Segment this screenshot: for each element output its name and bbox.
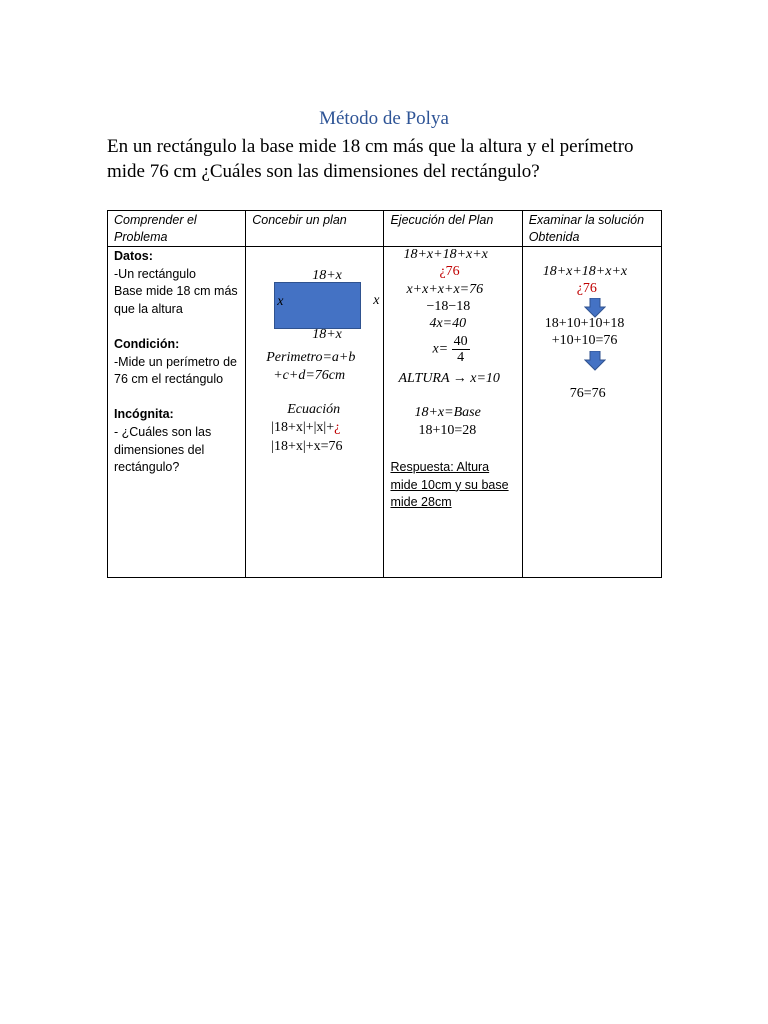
- ejec-line-5: 4x=40: [429, 316, 467, 331]
- perimetro-formula-2: +c+d=76cm: [273, 368, 346, 383]
- rect-top-label: 18+x: [312, 268, 342, 283]
- rect-left-label: x: [277, 294, 284, 309]
- ejec-line-2: ¿76: [439, 264, 460, 279]
- ejec-line-1: 18+x+18+x+x: [403, 247, 488, 262]
- exam-line-2: ¿76: [576, 281, 597, 296]
- exam-line-1: 18+x+18+x+x: [542, 264, 628, 279]
- rect-bottom-label: 18+x: [312, 327, 342, 342]
- header-ejecucion: Ejecución del Plan: [384, 211, 522, 247]
- cell-concebir: [246, 247, 384, 578]
- datos-label: Datos:: [114, 249, 153, 263]
- exam-line-5: 76=76: [569, 386, 606, 401]
- altura-result: ALTURA → x=10: [398, 371, 500, 386]
- cell-examinar: [522, 247, 661, 578]
- page-title: Método de Polya: [319, 108, 449, 129]
- rectangle-diagram: [274, 282, 361, 329]
- ecuacion-line-2: |18+x|+x=76: [271, 439, 343, 454]
- frac-denominator: 4: [457, 350, 465, 365]
- fraction: [452, 334, 470, 365]
- datos-item-2: Base mide 18 cm más que la altura: [114, 284, 238, 316]
- condicion-label: Condición:: [114, 336, 180, 351]
- table-header-row: [108, 211, 662, 247]
- ecuacion-label: Ecuación: [287, 402, 341, 417]
- rect-right-label: x: [373, 293, 380, 308]
- header-examinar: Examinar la solución Obtenida: [522, 211, 661, 247]
- base-value: 18+10=28: [418, 423, 477, 438]
- incognita-label: Incógnita:: [114, 407, 174, 422]
- ecuacion-glyph: ¿: [334, 420, 341, 435]
- exam-line-3: 18+10+10+18: [544, 316, 625, 331]
- respuesta-text: Respuesta: Altura mide 10cm y su base mide 28cm: [390, 460, 509, 510]
- base-equation: 18+x=Base: [414, 405, 481, 420]
- polya-table: [107, 210, 662, 578]
- cell-comprender: [108, 247, 246, 578]
- cell-ejecucion: [384, 247, 522, 578]
- datos-item-1: -Un rectángulo: [114, 266, 196, 281]
- table-body-row: [108, 247, 662, 578]
- perimetro-formula-1: Perimetro=a+b: [266, 350, 356, 365]
- condicion-text: -Mide un perímetro de 76 cm el rectángulo: [114, 354, 237, 387]
- incognita-text: - ¿Cuáles son las dimensiones del rectángulo?: [114, 424, 212, 475]
- ejec-line-3: x+x+x+x=76: [406, 282, 484, 297]
- frac-lhs: x=: [432, 341, 449, 357]
- ejec-line-4: −18−18: [426, 299, 471, 314]
- header-comprender: Comprender el Problema: [108, 211, 246, 247]
- exam-line-4: +10+10=76: [551, 333, 618, 348]
- frac-numerator: 40: [453, 334, 468, 349]
- arrow-down-icon: [584, 298, 606, 318]
- arrow-down-icon: [584, 351, 606, 371]
- ecuacion-line-1: |18+x|+|x|+: [271, 420, 335, 435]
- header-concebir: Concebir un plan: [246, 211, 384, 247]
- problem-statement: En un rectángulo la base mide 18 cm más que la altura y el perímetro mide 76 cm ¿Cuáles son las dimensiones del rectángulo?: [107, 136, 634, 182]
